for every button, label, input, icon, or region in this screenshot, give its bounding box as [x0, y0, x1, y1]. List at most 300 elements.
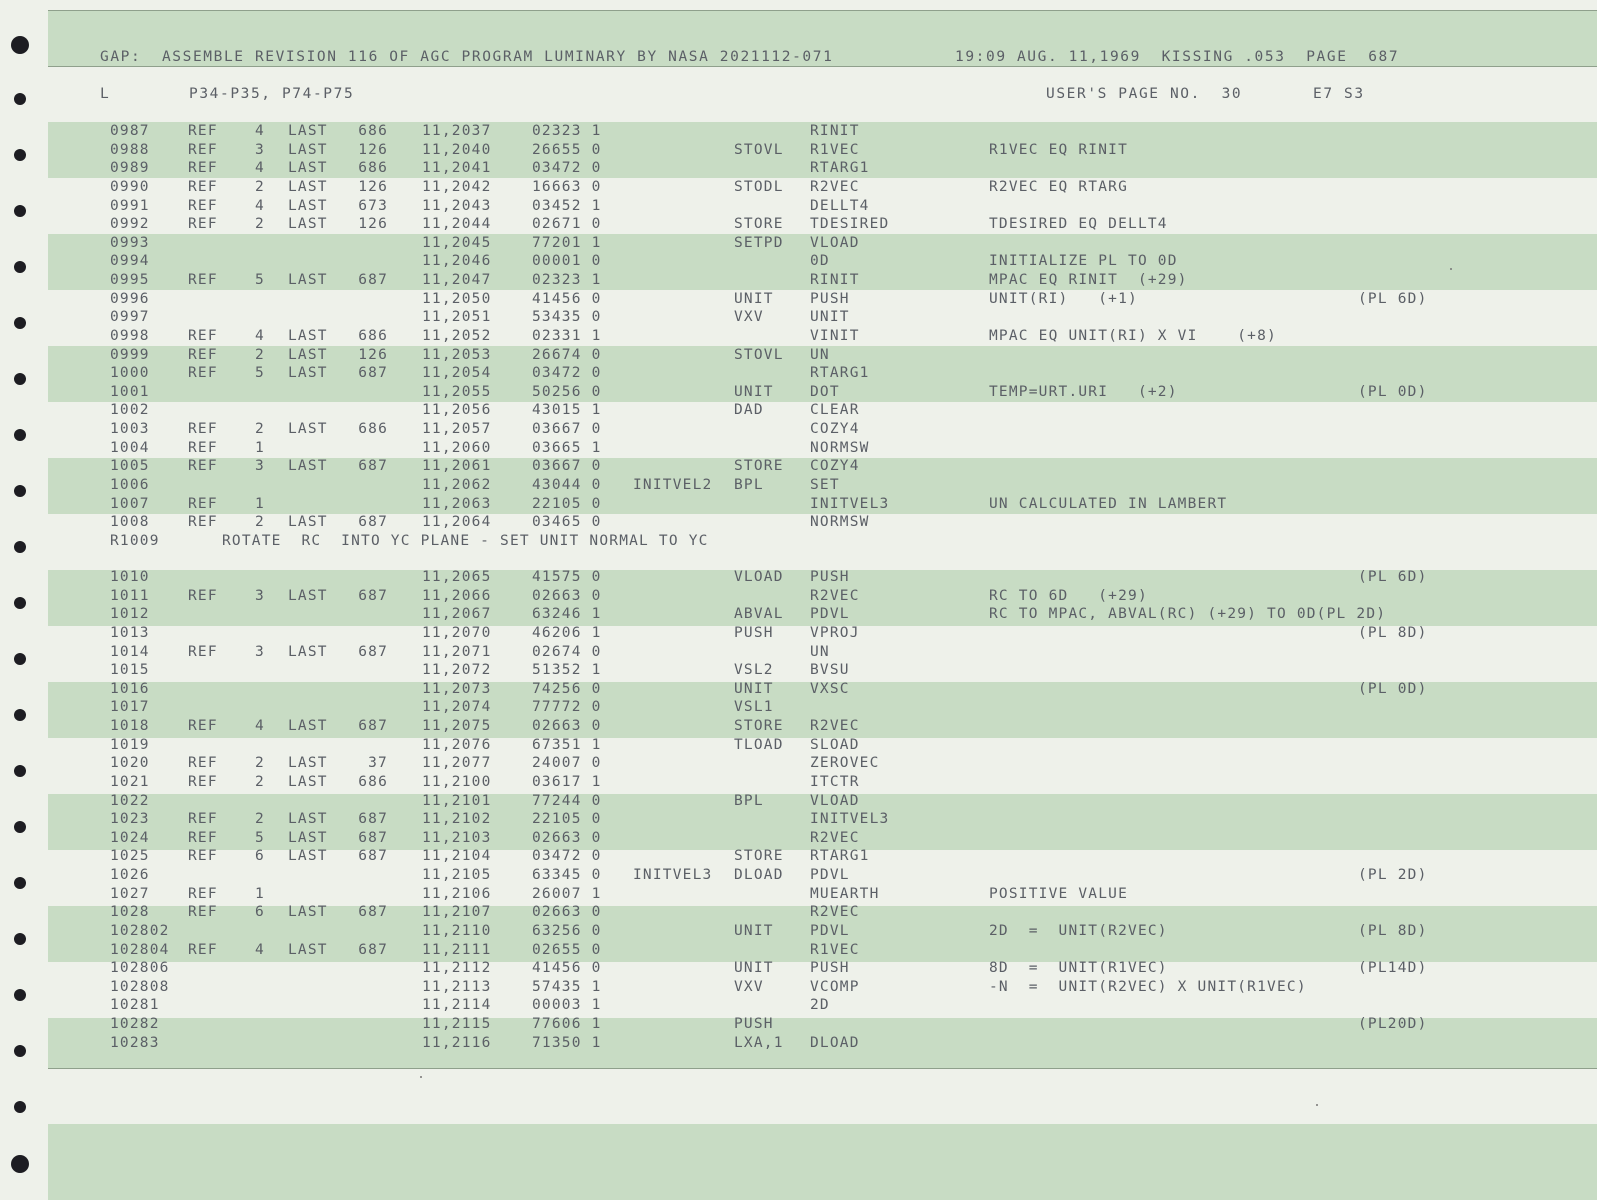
octal-code: 22105 0 [532, 811, 602, 828]
octal-code: 02671 0 [532, 216, 602, 233]
address: 11,2113 [422, 978, 492, 995]
line-number: 1002 [110, 402, 150, 419]
punch-hole [14, 597, 26, 609]
opcode: VSL1 [734, 699, 774, 716]
operand: INITVEL3 [810, 495, 890, 512]
address: 11,2044 [422, 216, 492, 233]
last-tag: LAST [288, 197, 328, 214]
line-number: 1011 [110, 587, 150, 604]
octal-code: 02663 0 [532, 904, 602, 921]
ref-tag: REF [188, 643, 218, 660]
operand: NORMSW [810, 514, 870, 531]
listing-row [48, 401, 1597, 420]
ref-tag: REF [188, 755, 218, 772]
line-number: 1003 [110, 421, 150, 438]
listing-row [48, 197, 1597, 216]
line-number: 102806 [110, 960, 170, 977]
ref-count: 3 [255, 141, 265, 158]
line-number: 0999 [110, 346, 150, 363]
octal-code: 03667 0 [532, 421, 602, 438]
line-number: 0987 [110, 123, 150, 139]
last-tag: LAST [288, 773, 328, 790]
listing-row [48, 941, 1597, 960]
octal-code: 51352 1 [532, 662, 602, 679]
last-page: 37 [368, 755, 388, 772]
line-number: 0988 [110, 141, 150, 158]
address: 11,2053 [422, 346, 492, 363]
punch-hole [11, 36, 29, 54]
operand: VCOMP [810, 978, 860, 995]
line-number: 1014 [110, 643, 150, 660]
line-number: 1022 [110, 792, 150, 809]
ref-count: 2 [255, 346, 265, 363]
address: 11,2077 [422, 755, 492, 772]
octal-code: 77201 1 [532, 234, 602, 251]
operand: PDVL [810, 867, 850, 884]
ref-tag: REF [188, 811, 218, 828]
header-users-page: USER'S PAGE NO. 30 [1046, 86, 1243, 102]
punch-hole [11, 1155, 29, 1173]
listing-row [48, 903, 1597, 922]
line-number: 102802 [110, 922, 170, 939]
octal-code: 02674 0 [532, 643, 602, 660]
line-number: 0997 [110, 309, 150, 326]
line-number: 1020 [110, 755, 150, 772]
rule [48, 10, 1597, 11]
last-tag: LAST [288, 811, 328, 828]
last-tag: LAST [288, 587, 328, 604]
octal-code: 63256 0 [532, 922, 602, 939]
comment: RC TO 6D (+29) [989, 587, 1148, 604]
opcode: PUSH [734, 624, 774, 641]
ref-count: 2 [255, 178, 265, 195]
comment: MPAC EQ UNIT(RI) X VI (+8) [989, 327, 1277, 344]
address: 11,2076 [422, 736, 492, 753]
operand: R2VEC [810, 178, 860, 195]
punch-hole [14, 933, 26, 945]
listing-row [48, 513, 1597, 532]
ref-tag: REF [188, 495, 218, 512]
ref-tag: REF [188, 272, 218, 289]
punch-hole [14, 205, 26, 217]
punch-hole [14, 317, 26, 329]
opcode: STORE [734, 848, 784, 865]
operand: R1VEC [810, 941, 860, 958]
opcode: UNIT [734, 922, 774, 939]
address: 11,2107 [422, 904, 492, 921]
push-list: (PL 2D) [1358, 867, 1428, 884]
address: 11,2052 [422, 327, 492, 344]
last-page: 126 [358, 216, 388, 233]
octal-code: 03452 1 [532, 197, 602, 214]
line-number: 1026 [110, 867, 150, 884]
octal-code: 03472 0 [532, 848, 602, 865]
operand: INITVEL3 [810, 811, 890, 828]
ref-tag: REF [188, 141, 218, 158]
listing-row [48, 290, 1597, 309]
line-number: 0996 [110, 290, 150, 307]
operand: MUEARTH [810, 885, 880, 902]
octal-code: 77772 0 [532, 699, 602, 716]
line-number: 10281 [110, 997, 160, 1014]
operand: COZY4 [810, 458, 860, 475]
ref-tag: REF [188, 197, 218, 214]
ref-count: 3 [255, 643, 265, 660]
ref-tag: REF [188, 346, 218, 363]
address: 11,2072 [422, 662, 492, 679]
listing-row [48, 215, 1597, 234]
ref-count: 3 [255, 587, 265, 604]
line-number: 10282 [110, 1016, 160, 1033]
operand: RTARG1 [810, 365, 870, 382]
label: INITVEL2 [633, 476, 713, 493]
address: 11,2042 [422, 178, 492, 195]
address: 11,2112 [422, 960, 492, 977]
listing-row [48, 922, 1597, 941]
header-title: GAP: ASSEMBLE REVISION 116 OF AGC PROGRAM LUMINARY BY NASA 2021112-071 [100, 49, 834, 65]
push-list: (PL20D) [1358, 1016, 1428, 1033]
listing-row [48, 661, 1597, 680]
line-number: 0992 [110, 216, 150, 233]
octal-code: 63345 0 [532, 867, 602, 884]
address: 11,2074 [422, 699, 492, 716]
address: 11,2111 [422, 941, 492, 958]
comment: TEMP=URT.URI (+2) [989, 383, 1178, 400]
line-number: 1027 [110, 885, 150, 902]
listing-row [48, 1015, 1597, 1034]
address: 11,2116 [422, 1034, 492, 1051]
punch-hole [14, 261, 26, 273]
octal-code: 22105 0 [532, 495, 602, 512]
address: 11,2065 [422, 569, 492, 585]
octal-code: 53435 0 [532, 309, 602, 326]
punch-hole [14, 1101, 26, 1113]
printout-sheet [48, 0, 1597, 1200]
address: 11,2064 [422, 514, 492, 531]
address: 11,2067 [422, 606, 492, 623]
last-tag: LAST [288, 327, 328, 344]
line-number: 1024 [110, 829, 150, 846]
last-page: 687 [358, 904, 388, 921]
last-tag: LAST [288, 346, 328, 363]
comment: UN CALCULATED IN LAMBERT [989, 495, 1228, 512]
listing-row [48, 252, 1597, 271]
paper-speck [1450, 268, 1452, 270]
last-tag: LAST [288, 755, 328, 772]
ref-tag: REF [188, 458, 218, 475]
last-tag: LAST [288, 829, 328, 846]
ref-count: 1 [255, 439, 265, 456]
last-page: 686 [358, 123, 388, 139]
listing-row [48, 959, 1597, 978]
ref-tag: REF [188, 216, 218, 233]
ref-tag: REF [188, 718, 218, 735]
operand: ZEROVEC [810, 755, 880, 772]
ref-tag: REF [188, 439, 218, 456]
line-number: 1021 [110, 773, 150, 790]
comment: 8D = UNIT(R1VEC) [989, 960, 1168, 977]
line-number: 0994 [110, 253, 150, 270]
ref-count: 2 [255, 421, 265, 438]
line-number: 1023 [110, 811, 150, 828]
punch-hole [14, 149, 26, 161]
punch-hole [14, 653, 26, 665]
last-tag: LAST [288, 178, 328, 195]
comment: R2VEC EQ RTARG [989, 178, 1129, 195]
remark-number: R1009 [110, 533, 160, 549]
line-number: 0991 [110, 197, 150, 214]
operand: SLOAD [810, 736, 860, 753]
listing-row [48, 885, 1597, 904]
listing-row [48, 810, 1597, 829]
address: 11,2045 [422, 234, 492, 251]
push-list: (PL14D) [1358, 960, 1428, 977]
octal-code: 02663 0 [532, 829, 602, 846]
line-number: 102804 [110, 941, 170, 958]
ref-count: 1 [255, 495, 265, 512]
operand: PUSH [810, 290, 850, 307]
listing-row [48, 736, 1597, 755]
last-tag: LAST [288, 941, 328, 958]
opcode: PUSH [734, 1016, 774, 1033]
listing-row [48, 698, 1597, 717]
operand: RTARG1 [810, 848, 870, 865]
last-page: 687 [358, 643, 388, 660]
last-tag: LAST [288, 848, 328, 865]
header-timestamp: 19:09 AUG. 11,1969 KISSING .053 PAGE 687 [955, 49, 1400, 65]
ref-count: 2 [255, 216, 265, 233]
octal-code: 02323 1 [532, 123, 602, 139]
ref-count: 3 [255, 458, 265, 475]
ref-count: 4 [255, 327, 265, 344]
last-tag: LAST [288, 160, 328, 177]
listing-row [48, 792, 1597, 811]
octal-code: 16663 0 [532, 178, 602, 195]
address: 11,2061 [422, 458, 492, 475]
address: 11,2047 [422, 272, 492, 289]
listing-row [48, 866, 1597, 885]
octal-code: 74256 0 [532, 680, 602, 697]
octal-code: 26674 0 [532, 346, 602, 363]
octal-code: 43044 0 [532, 476, 602, 493]
listing-row [48, 476, 1597, 495]
octal-code: 41575 0 [532, 569, 602, 585]
line-number: 1028 [110, 904, 150, 921]
operand: VLOAD [810, 234, 860, 251]
operand: CLEAR [810, 402, 860, 419]
line-number: 1004 [110, 439, 150, 456]
last-tag: LAST [288, 904, 328, 921]
operand: PDVL [810, 606, 850, 623]
ref-tag: REF [188, 904, 218, 921]
address: 11,2070 [422, 624, 492, 641]
address: 11,2054 [422, 365, 492, 382]
operand: BVSU [810, 662, 850, 679]
operand: PUSH [810, 960, 850, 977]
line-number: 1015 [110, 662, 150, 679]
address: 11,2041 [422, 160, 492, 177]
last-tag: LAST [288, 365, 328, 382]
opcode: VLOAD [734, 569, 784, 585]
punch-hole [14, 877, 26, 889]
ref-count: 5 [255, 829, 265, 846]
address: 11,2057 [422, 421, 492, 438]
last-page: 686 [358, 773, 388, 790]
address: 11,2102 [422, 811, 492, 828]
octal-code: 03667 0 [532, 458, 602, 475]
operand: COZY4 [810, 421, 860, 438]
opcode: BPL [734, 792, 764, 809]
operand: VXSC [810, 680, 850, 697]
listing-row [48, 234, 1597, 253]
opcode: UNIT [734, 960, 774, 977]
push-list: (PL 6D) [1358, 569, 1428, 585]
last-page: 687 [358, 365, 388, 382]
listing-row [48, 568, 1597, 587]
listing-row [48, 346, 1597, 365]
address: 11,2110 [422, 922, 492, 939]
last-tag: LAST [288, 514, 328, 531]
ref-tag: REF [188, 160, 218, 177]
listing-row [48, 773, 1597, 792]
operand: SET [810, 476, 840, 493]
last-page: 686 [358, 327, 388, 344]
operand: R2VEC [810, 904, 860, 921]
last-tag: LAST [288, 421, 328, 438]
operand: R1VEC [810, 141, 860, 158]
octal-code: 50256 0 [532, 383, 602, 400]
comment: MPAC EQ RINIT (+29) [989, 272, 1188, 289]
address: 11,2055 [422, 383, 492, 400]
ref-count: 4 [255, 718, 265, 735]
line-number: 1007 [110, 495, 150, 512]
punch-hole [14, 485, 26, 497]
opcode: UNIT [734, 383, 774, 400]
line-number: 0990 [110, 178, 150, 195]
ref-tag: REF [188, 885, 218, 902]
last-tag: LAST [288, 643, 328, 660]
line-number: 1005 [110, 458, 150, 475]
opcode: STORE [734, 718, 784, 735]
operand: ITCTR [810, 773, 860, 790]
rule [48, 1068, 1597, 1069]
octal-code: 00003 1 [532, 997, 602, 1014]
line-number: 1019 [110, 736, 150, 753]
operand: DOT [810, 383, 840, 400]
last-page: 126 [358, 178, 388, 195]
listing-row [48, 439, 1597, 458]
ref-count: 2 [255, 811, 265, 828]
address: 11,2060 [422, 439, 492, 456]
push-list: (PL 0D) [1358, 680, 1428, 697]
push-list: (PL 0D) [1358, 383, 1428, 400]
punch-hole [14, 765, 26, 777]
listing-row [48, 624, 1597, 643]
opcode: DLOAD [734, 867, 784, 884]
line-number: 1001 [110, 383, 150, 400]
address: 11,2103 [422, 829, 492, 846]
operand: RTARG1 [810, 160, 870, 177]
listing-row [48, 1034, 1597, 1053]
octal-code: 77244 0 [532, 792, 602, 809]
octal-code: 41456 0 [532, 290, 602, 307]
line-number: 1010 [110, 569, 150, 585]
opcode: SETPD [734, 234, 784, 251]
rule [48, 66, 1597, 67]
octal-code: 71350 1 [532, 1034, 602, 1051]
octal-code: 02655 0 [532, 941, 602, 958]
ref-count: 4 [255, 941, 265, 958]
ref-count: 6 [255, 904, 265, 921]
operand: R2VEC [810, 829, 860, 846]
listing-row [48, 383, 1597, 402]
octal-code: 63246 1 [532, 606, 602, 623]
line-number: 1017 [110, 699, 150, 716]
opcode: BPL [734, 476, 764, 493]
punch-hole [14, 93, 26, 105]
address: 11,2075 [422, 718, 492, 735]
opcode: VXV [734, 309, 764, 326]
listing-row [48, 605, 1597, 624]
last-page: 673 [358, 197, 388, 214]
comment: RC TO MPAC, ABVAL(RC) (+29) TO 0D(PL 2D) [989, 606, 1387, 623]
address: 11,2115 [422, 1016, 492, 1033]
address: 11,2073 [422, 680, 492, 697]
last-page: 687 [358, 941, 388, 958]
address: 11,2101 [422, 792, 492, 809]
line-number: 0995 [110, 272, 150, 289]
comment: POSITIVE VALUE [989, 885, 1129, 902]
punch-hole [14, 429, 26, 441]
operand: 2D [810, 997, 830, 1014]
ref-tag: REF [188, 178, 218, 195]
last-page: 687 [358, 587, 388, 604]
octal-code: 02331 1 [532, 327, 602, 344]
octal-code: 03617 1 [532, 773, 602, 790]
comment: UNIT(RI) (+1) [989, 290, 1138, 307]
listing-row [48, 996, 1597, 1015]
listing-row [48, 457, 1597, 476]
ref-count: 5 [255, 272, 265, 289]
ref-count: 4 [255, 123, 265, 139]
operand: R2VEC [810, 587, 860, 604]
octal-code: 03465 0 [532, 514, 602, 531]
listing-row [48, 717, 1597, 736]
octal-code: 26655 0 [532, 141, 602, 158]
address: 11,2105 [422, 867, 492, 884]
last-page: 687 [358, 829, 388, 846]
ref-tag: REF [188, 123, 218, 139]
opcode: STORE [734, 458, 784, 475]
operand: TDESIRED [810, 216, 890, 233]
ref-tag: REF [188, 848, 218, 865]
operand: RINIT [810, 123, 860, 139]
operand: VPROJ [810, 624, 860, 641]
operand: UN [810, 643, 830, 660]
opcode: ABVAL [734, 606, 784, 623]
octal-code: 41456 0 [532, 960, 602, 977]
line-number: 1012 [110, 606, 150, 623]
line-number: 0989 [110, 160, 150, 177]
last-page: 126 [358, 141, 388, 158]
octal-code: 00001 0 [532, 253, 602, 270]
ref-count: 2 [255, 514, 265, 531]
line-number: 1008 [110, 514, 150, 531]
listing-row [48, 271, 1597, 290]
listing-row [48, 308, 1597, 327]
opcode: STOVL [734, 346, 784, 363]
comment: -N = UNIT(R2VEC) X UNIT(R1VEC) [989, 978, 1307, 995]
